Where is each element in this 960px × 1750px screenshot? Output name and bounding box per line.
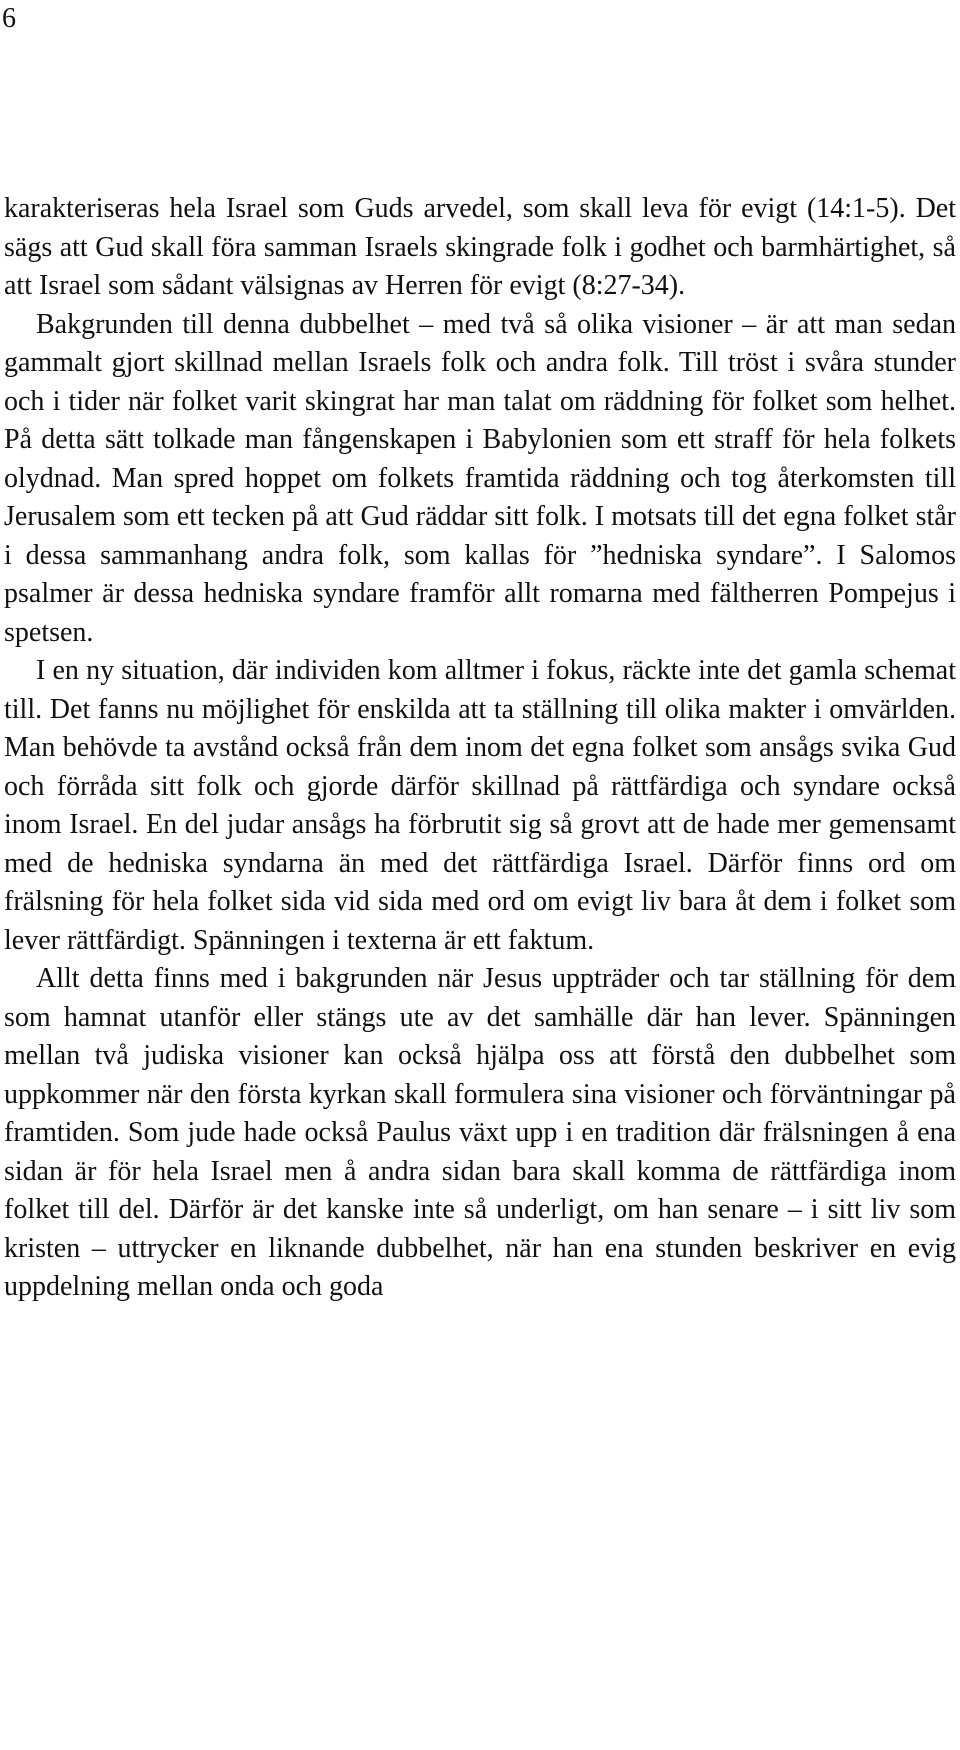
body-text xyxy=(4,190,956,1307)
paragraph-jesus-paulus: Allt detta finns med i bakgrunden när Jesus uppträder och tar ställning för dem som hamnat utanför eller stängs ute av det samhälle där han lever. Spänningen mellan två judiska visioner kan också hjälpa oss att förstå den dubbelhet som uppkommer när den första kyrkan skall formulera sina visioner och förväntningar på framtiden. Som jude hade också Paulus växt upp i en tradition där frälsningen å ena sidan är för hela Israel men å andra sidan bara skall komma de rättfärdiga inom folket till del. Därför är det kanske inte så underligt, om han senare – i sitt liv som kristen – uttrycker en liknande dubbelhet, när han ena stunden beskriver en evig uppdelning mellan onda och goda xyxy=(4,963,956,1302)
paragraph-new-situation: I en ny situation, där individen kom alltmer i fokus, räckte inte det gamla schemat till. Det fanns nu möjlighet för enskilda att ta ställning till olika makter i omvärlden. Man behövde ta avstånd också från dem inom det egna folket som ansågs svika Gud och förråda sitt folk och gjorde därför skillnad på rättfärdiga och syndare också inom Israel. En del judar ansågs ha förbrutit sig så grovt att de hade mer gemensamt med de hedniska syndarna än med det rättfärdiga Israel. Därför finns ord om frälsning för hela folket sida vid sida med ord om evigt liv bara åt dem i folket som lever rättfärdigt. Spänningen i texterna är ett faktum. xyxy=(4,655,956,956)
page-number: 6 xyxy=(2,3,16,34)
paragraph-continuation: karakteriseras hela Israel som Guds arvedel, som skall leva för evigt (14:1-5). Det sägs att Gud skall föra samman Israels skingrade folk i godhet och barmhärtighet, så att Israel som sådant välsignas av Herren för evigt (8:27-34). xyxy=(4,193,956,301)
paragraph-background: Bakgrunden till denna dubbelhet – med två så olika visioner – är att man sedan gammalt gjort skillnad mellan Israels folk och andra folk. Till tröst i svåra stunder och i tider när folket varit skingrat har man talat om räddning för folket som helhet. På detta sätt tolkade man fångenskapen i Babylonien som ett straff för hela folkets olydnad. Man spred hoppet om folkets framtida räddning och tog återkomsten till Jerusalem som ett tecken på att Gud räddar sitt folk. I motsats till det egna folket står i dessa sammanhang andra folk, som kallas för ”hedniska syndare”. I Salomos psalmer är dessa hedniska syndare framför allt romarna med fältherren Pompejus i spetsen. xyxy=(4,308,956,648)
